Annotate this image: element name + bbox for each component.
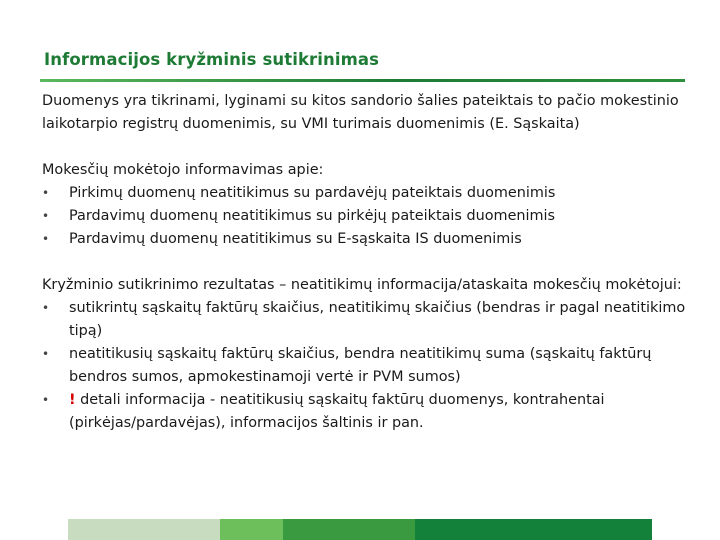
bullet-icon: • xyxy=(42,232,50,246)
footer-segment xyxy=(283,519,415,540)
results-item xyxy=(42,389,692,435)
bullet-icon: • xyxy=(42,347,50,361)
results-item-text: sutikrintų sąskaitų faktūrų skaičius, neatitikimų skaičius (bendras ir pagal neatitikimo tipą) xyxy=(69,300,686,339)
results-heading: Kryžminio sutikrinimo rezultatas – neatitikimų informacija/ataskaita mokesčių mokėtojui: xyxy=(42,277,682,293)
inform-item xyxy=(42,228,692,251)
inform-heading: Mokesčių mokėtojo informavimas apie: xyxy=(42,162,324,178)
bullet-icon: • xyxy=(42,301,50,315)
results-item xyxy=(42,297,692,343)
inform-item xyxy=(42,205,692,228)
footer-segment xyxy=(415,519,652,540)
title-underline xyxy=(40,79,685,82)
inform-item-text: Pardavimų duomenų neatitikimus su pirkėjų pateiktais duomenimis xyxy=(69,208,556,224)
footer-color-bar xyxy=(68,519,652,540)
inform-item-text: Pardavimų duomenų neatitikimus su E-sąskaita IS duomenimis xyxy=(69,231,522,247)
footer-segment xyxy=(220,519,283,540)
results-item-text: detali informacija - neatitikusių sąskaitų faktūrų duomenys, kontrahentai (pirkėjas/pardavėjas), informacijos šaltinis ir pan. xyxy=(69,392,605,431)
inform-item xyxy=(42,182,692,205)
slide-body xyxy=(42,90,692,435)
bullet-icon: • xyxy=(42,209,50,223)
inform-item-text: Pirkimų duomenų neatitikimus su pardavėjų pateiktais duomenimis xyxy=(69,185,556,201)
bullet-icon: • xyxy=(42,393,50,407)
results-item xyxy=(42,343,692,389)
exclamation-mark: ! xyxy=(69,392,76,408)
spacer xyxy=(42,136,692,159)
results-item-text: neatitikusių sąskaitų faktūrų skaičius, bendra neatitikimų suma (sąskaitų faktūrų bendros sumos, apmokestinamoji vertė ir PVM sumos) xyxy=(69,346,652,385)
intro-paragraph: Duomenys yra tikrinami, lyginami su kitos sandorio šalies pateiktais to pačio mokestinio laikotarpio registrų duomenimis, su VMI turimais duomenimis (E. Sąskaita) xyxy=(42,93,679,132)
bullet-icon: • xyxy=(42,186,50,200)
page-title: Informacijos kryžminis sutikrinimas xyxy=(44,50,380,69)
spacer xyxy=(42,251,692,274)
footer-segment xyxy=(68,519,220,540)
